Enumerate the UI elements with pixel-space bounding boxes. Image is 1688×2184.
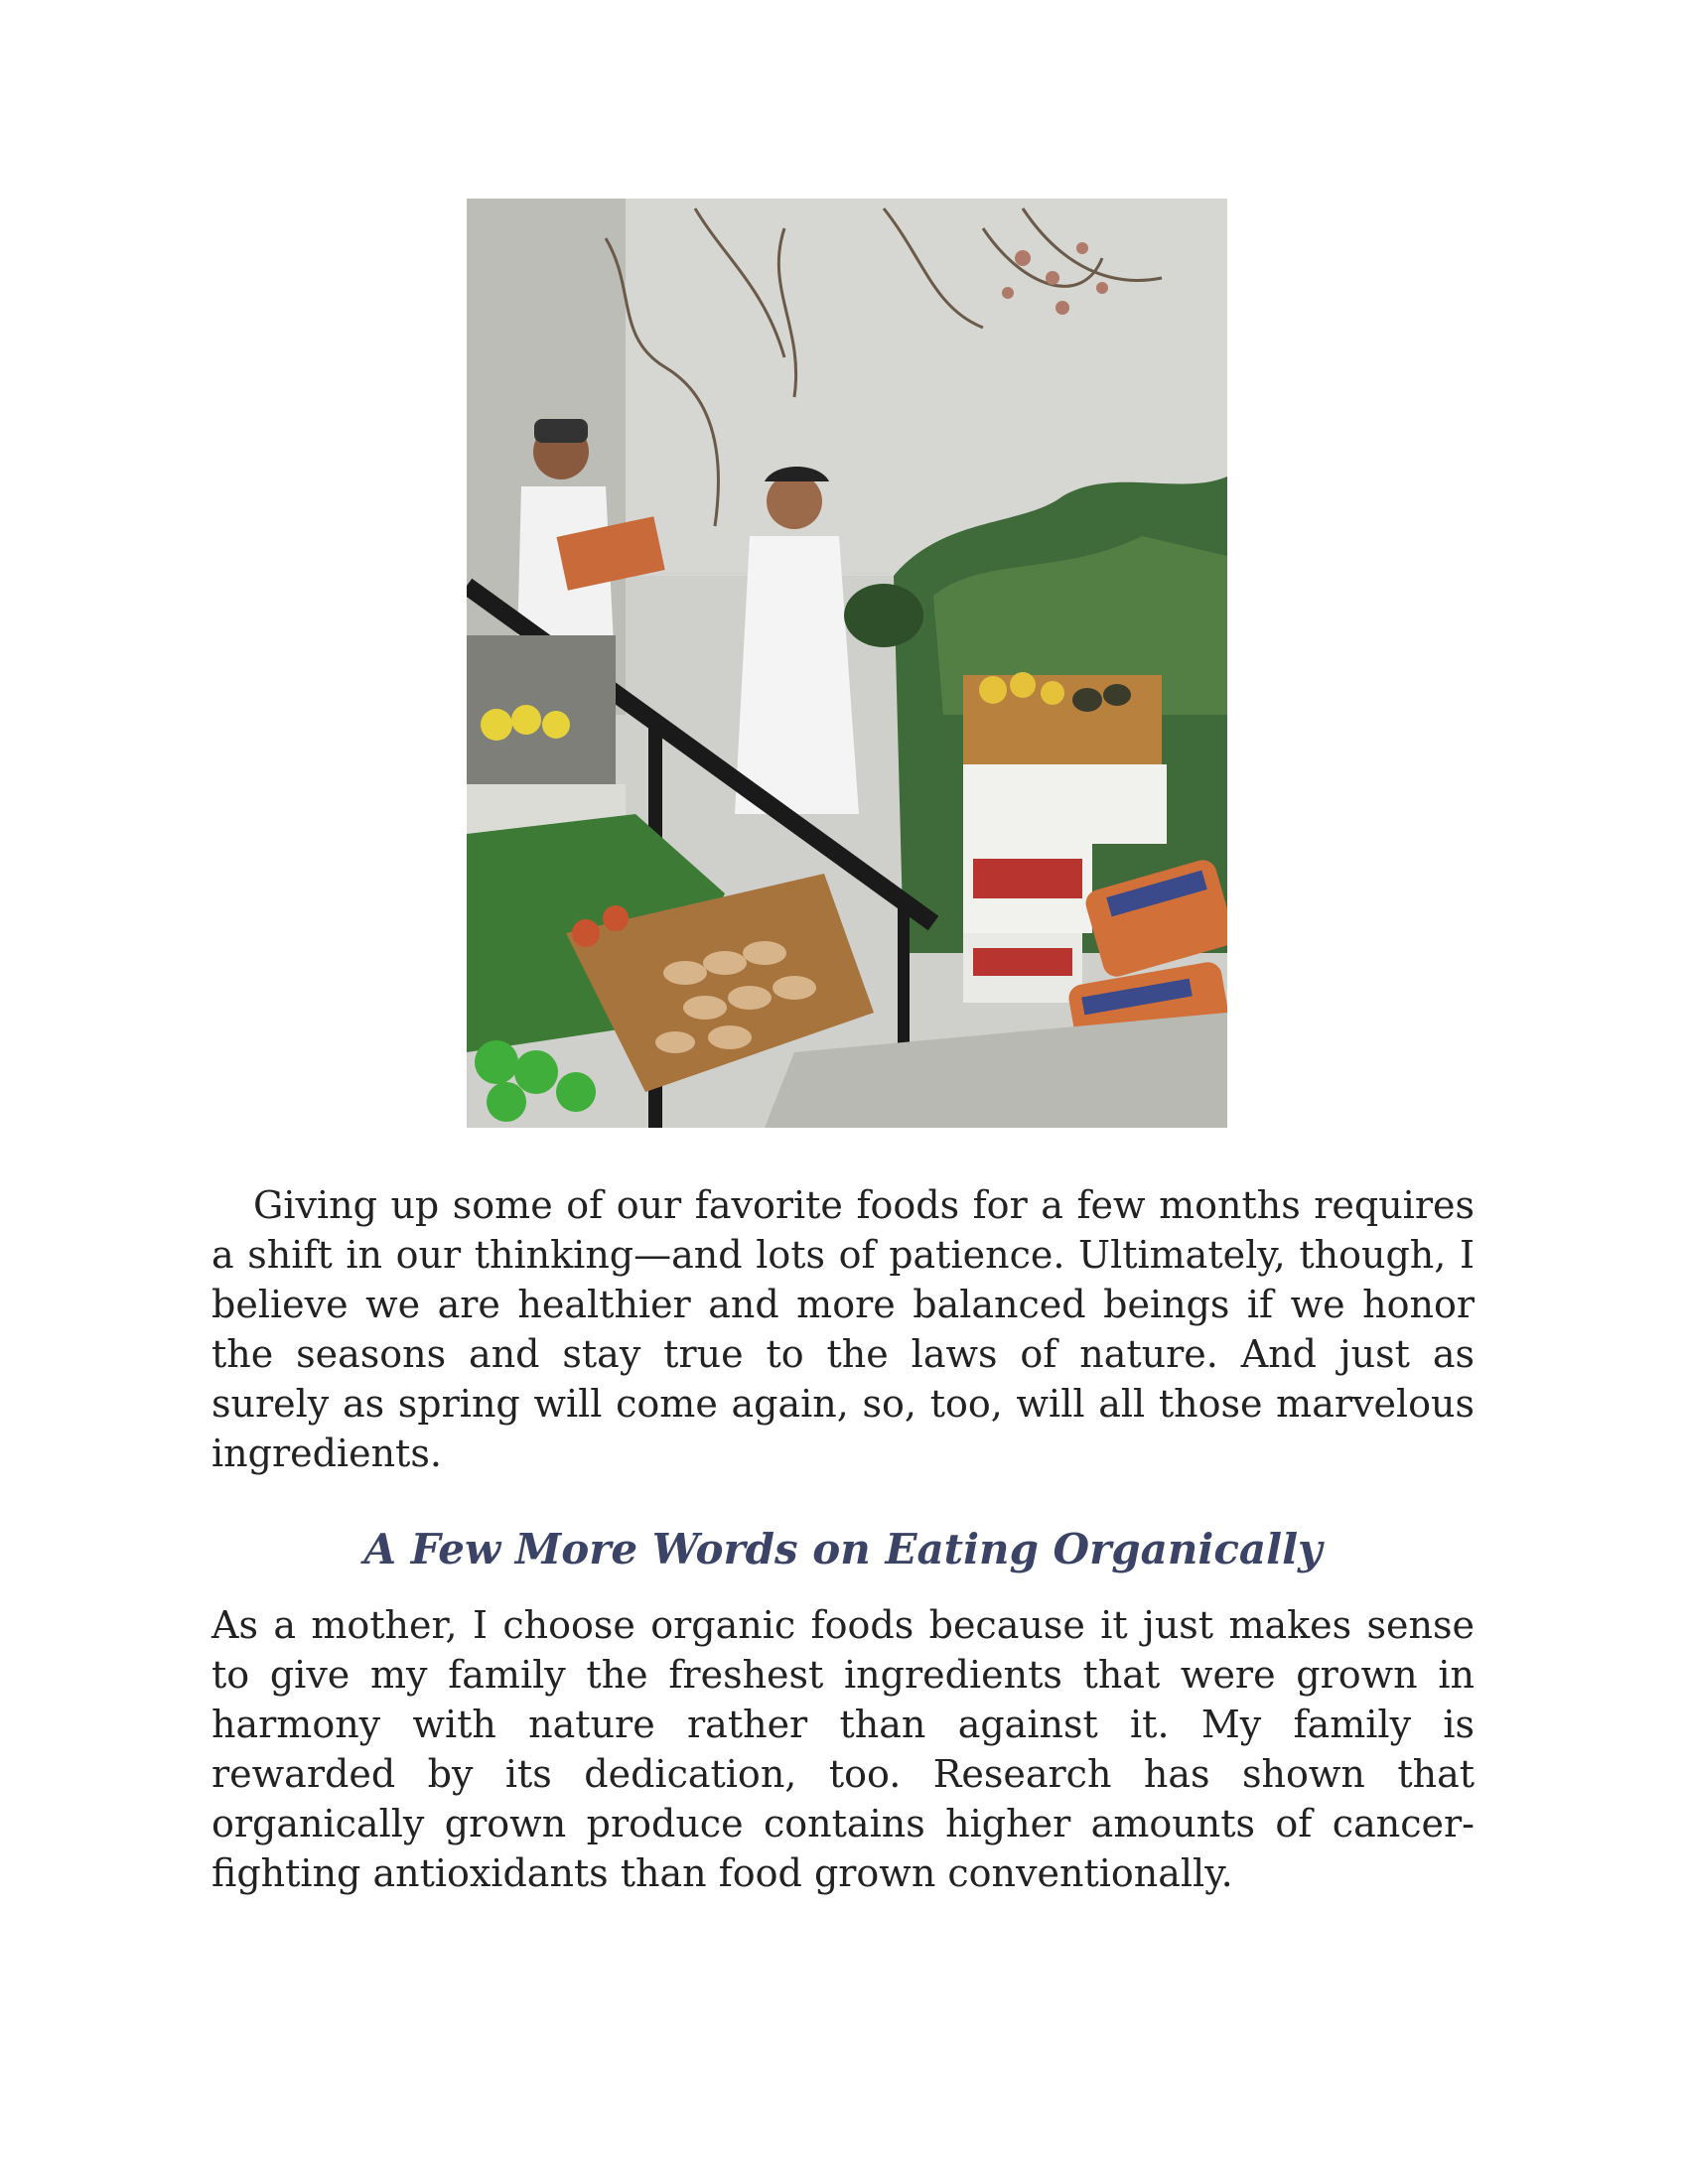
body-paragraph-seasons: Giving up some of our favorite foods for a few months requires a shift in our thinking—and lots of patience. Ultimately, though, I believe we are healthier and more balanced beings if we honor the seasons and stay true to the laws of nature. And just as surely as spring will come again, so, too, will all those marvelous ingredients.: [211, 1183, 1475, 1475]
farm-stand-photo: [467, 199, 1227, 1128]
section-heading: A Few More Words on Eating Organically: [363, 1525, 1323, 1573]
body-paragraph-organic: As a mother, I choose organic foods because it just makes sense to give my family the freshest ingredients that were grown in harmony with nature rather than against it. My family is rewarded by its dedication, too. Research has shown that organically grown produce contains higher amounts of cancer-fighting antioxidants than food grown conventionally.: [211, 1603, 1475, 1895]
